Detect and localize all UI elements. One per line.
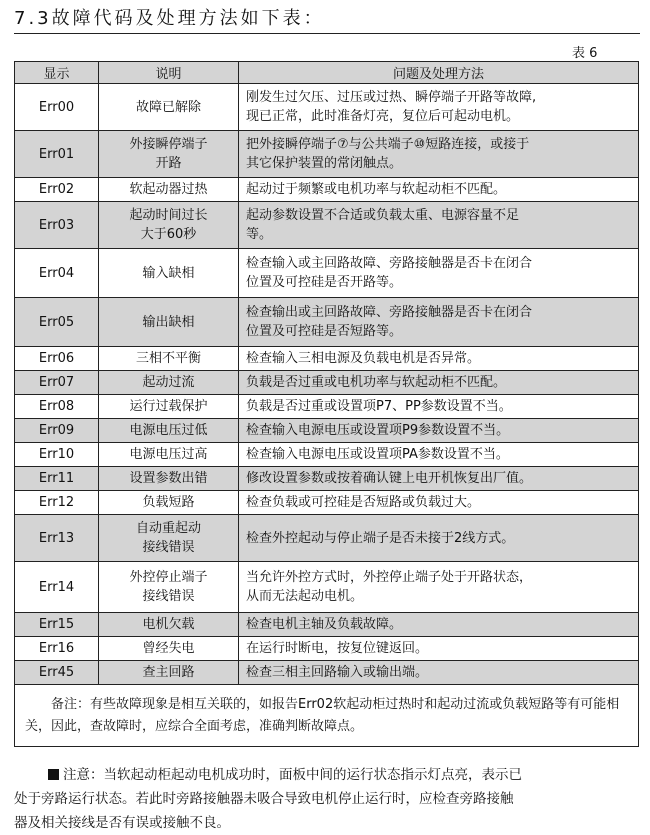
- fault-method-cell: [239, 298, 639, 347]
- fault-description-cell: [99, 249, 239, 298]
- fault-code-cell: Err45: [15, 661, 99, 685]
- fault-method-cell: [239, 84, 639, 131]
- fault-description-cell: [99, 84, 239, 131]
- fault-row: [15, 131, 639, 178]
- fault-method-cell: [239, 661, 639, 685]
- fault-description-cell: [99, 467, 239, 491]
- method-line: 检查负载或可控硅是否短路或负载过大。: [246, 495, 481, 510]
- fault-method-cell: [239, 613, 639, 637]
- description-line: 负载短路: [142, 495, 195, 510]
- table-number: 表 6: [572, 46, 598, 61]
- fault-description-cell: [99, 637, 239, 661]
- method-line: 等。: [246, 227, 273, 242]
- fault-code-cell: Err11: [15, 467, 99, 491]
- description-line: 接线错误: [142, 589, 195, 604]
- fault-row: [15, 298, 639, 347]
- description-line: 输出缺相: [142, 314, 195, 330]
- fault-description-cell: [99, 491, 239, 515]
- fault-description-cell: [99, 298, 239, 347]
- fault-row: [15, 562, 639, 613]
- fault-method-cell: [239, 419, 639, 443]
- column-header-description: 说明: [99, 62, 239, 84]
- caution-line-1: [14, 763, 626, 787]
- description-line: 运行过载保护: [129, 399, 208, 414]
- fault-row: [15, 395, 639, 419]
- note-text: 备注：有些故障现象是相互关联的，如报告Err02软起动柜过热时和起动过流或负载短路等有可能相关，因此，查故障时，应综合全面考虑，准确判断故障点。: [15, 685, 639, 747]
- method-line: 检查三相主回路输入或输出端。: [246, 665, 429, 680]
- description-line: 电源电压过高: [129, 447, 208, 462]
- fault-row: [15, 84, 639, 131]
- fault-method-cell: [239, 491, 639, 515]
- description-line: 起动时间过长: [129, 208, 208, 223]
- fault-row: [15, 491, 639, 515]
- fault-code-cell: Err09: [15, 419, 99, 443]
- fault-description-cell: [99, 395, 239, 419]
- fault-code-cell: Err08: [15, 395, 99, 419]
- method-line: 起动参数设置不合适或负载太重、电源容量不足: [246, 208, 520, 223]
- fault-code-cell: Err01: [15, 131, 99, 178]
- description-line: 设置参数出错: [129, 471, 208, 486]
- method-line: 负载是否过重或电机功率与软起动柜不匹配。: [246, 375, 507, 390]
- fault-description-cell: [99, 371, 239, 395]
- fault-method-cell: [239, 371, 639, 395]
- fault-method-cell: [239, 562, 639, 613]
- fault-description-cell: [99, 178, 239, 202]
- description-line: 外接瞬停端子: [129, 137, 208, 152]
- fault-description-cell: [99, 661, 239, 685]
- method-line: 检查输入电源电压或设置项P9参数设置不当。: [246, 423, 510, 438]
- caution-line-2: 处于旁路运行状态。若此时旁路接触器未吸合导致电机停止运行时，应检查旁路接触: [14, 791, 514, 807]
- fault-description-cell: [99, 443, 239, 467]
- caution-paragraph: [14, 763, 626, 835]
- fault-method-cell: [239, 202, 639, 249]
- method-line: 修改设置参数或按着确认键上电开机恢复出厂值。: [246, 471, 533, 486]
- method-line: 从而无法起动电机。: [246, 589, 364, 604]
- description-line: 大于60秒: [140, 227, 197, 242]
- column-header-display: 显示: [15, 62, 99, 84]
- fault-row: [15, 371, 639, 395]
- fault-row: [15, 347, 639, 371]
- fault-description-cell: [99, 202, 239, 249]
- method-line: 现已正常，此时准备灯亮，复位后可起动电机。: [246, 109, 520, 124]
- fault-row: [15, 202, 639, 249]
- fault-code-cell: Err04: [15, 249, 99, 298]
- fault-method-cell: [239, 249, 639, 298]
- method-line: 起动过于频繁或电机功率与软起动柜不匹配。: [246, 182, 507, 197]
- fault-code-cell: Err15: [15, 613, 99, 637]
- fault-method-cell: [239, 395, 639, 419]
- fault-code-cell: Err07: [15, 371, 99, 395]
- fault-method-cell: [239, 178, 639, 202]
- fault-description-cell: [99, 131, 239, 178]
- method-line: 负载是否过重或设置项P7、PP参数设置不当。: [246, 399, 512, 414]
- fault-code-cell: Err10: [15, 443, 99, 467]
- method-line: 检查外控起动与停止端子是否未接于2线方式。: [246, 530, 515, 546]
- fault-description-cell: [99, 562, 239, 613]
- fault-row: [15, 443, 639, 467]
- section-heading: 7.3故障代码及处理方法如下表：: [14, 8, 325, 29]
- method-line: 刚发生过欠压、过压或过热、瞬停端子开路等故障,: [246, 90, 537, 105]
- method-line: 检查电机主轴及负载故障。: [246, 617, 403, 632]
- fault-method-cell: [239, 443, 639, 467]
- description-line: 故障已解除: [135, 99, 201, 115]
- fault-code-cell: Err13: [15, 515, 99, 562]
- description-line: 软起动器过热: [129, 182, 208, 197]
- method-line: 其它保护装置的常闭触点。: [246, 156, 403, 171]
- fault-description-cell: [99, 419, 239, 443]
- method-line: 检查输出或主回路故障、旁路接触器是否卡在闭合: [246, 305, 533, 320]
- description-line: 电源电压过低: [129, 423, 208, 438]
- fault-row: [15, 419, 639, 443]
- description-line: 自动重起动: [135, 521, 201, 536]
- description-line: 曾经失电: [142, 641, 195, 656]
- fault-code-cell: Err03: [15, 202, 99, 249]
- fault-table-body: [15, 84, 639, 685]
- fault-code-cell: Err12: [15, 491, 99, 515]
- fault-code-cell: Err06: [15, 347, 99, 371]
- method-line: 把外接瞬停端子⑦与公共端子⑩短路连接，或接于: [246, 137, 530, 152]
- description-line: 起动过流: [142, 375, 195, 390]
- description-line: 电机欠载: [142, 617, 195, 632]
- table-header-row: [15, 62, 639, 84]
- fault-method-cell: [239, 637, 639, 661]
- fault-method-cell: [239, 131, 639, 178]
- method-line: 位置及可控硅是否开路等。: [246, 275, 403, 290]
- fault-row: [15, 613, 639, 637]
- fault-description-cell: [99, 347, 239, 371]
- heading-underline: [14, 33, 640, 34]
- method-line: 检查输入三相电源及负载电机是否异常。: [246, 351, 481, 366]
- method-line: 检查输入或主回路故障、旁路接触器是否卡在闭合: [246, 256, 533, 271]
- fault-method-cell: [239, 515, 639, 562]
- caution-line-1-text: 注意：当软起动柜起动电机成功时，面板中间的运行状态指示灯点亮，表示已: [63, 767, 522, 783]
- column-header-method: 问题及处理方法: [239, 62, 639, 84]
- fault-row: [15, 467, 639, 491]
- fault-description-cell: [99, 515, 239, 562]
- method-line: 当允许外控方式时，外控停止端子处于开路状态，: [246, 570, 533, 585]
- fault-description-cell: [99, 613, 239, 637]
- fault-code-cell: Err00: [15, 84, 99, 131]
- caution-line-3: 器及相关接线是否有误或接触不良。: [14, 815, 230, 831]
- method-line: 在运行时断电，按复位键返回。: [246, 641, 429, 656]
- description-line: 输入缺相: [142, 265, 195, 281]
- description-line: 开路: [155, 156, 182, 171]
- description-line: 查主回路: [142, 665, 195, 680]
- fault-code-cell: Err05: [15, 298, 99, 347]
- description-line: 三相不平衡: [135, 351, 201, 366]
- fault-code-cell: Err16: [15, 637, 99, 661]
- black-square-icon: [48, 769, 59, 780]
- fault-code-cell: Err14: [15, 562, 99, 613]
- fault-method-cell: [239, 467, 639, 491]
- fault-row: [15, 249, 639, 298]
- fault-code-table: [14, 61, 639, 747]
- note-row: [15, 685, 639, 747]
- method-line: 检查输入电源电压或设置项PA参数设置不当。: [246, 447, 509, 462]
- fault-row: [15, 515, 639, 562]
- fault-code-cell: Err02: [15, 178, 99, 202]
- fault-row: [15, 661, 639, 685]
- fault-row: [15, 178, 639, 202]
- description-line: 外控停止端子: [129, 570, 208, 585]
- fault-row: [15, 637, 639, 661]
- method-line: 位置及可控硅是否短路等。: [246, 324, 403, 339]
- description-line: 接线错误: [142, 540, 195, 555]
- fault-method-cell: [239, 347, 639, 371]
